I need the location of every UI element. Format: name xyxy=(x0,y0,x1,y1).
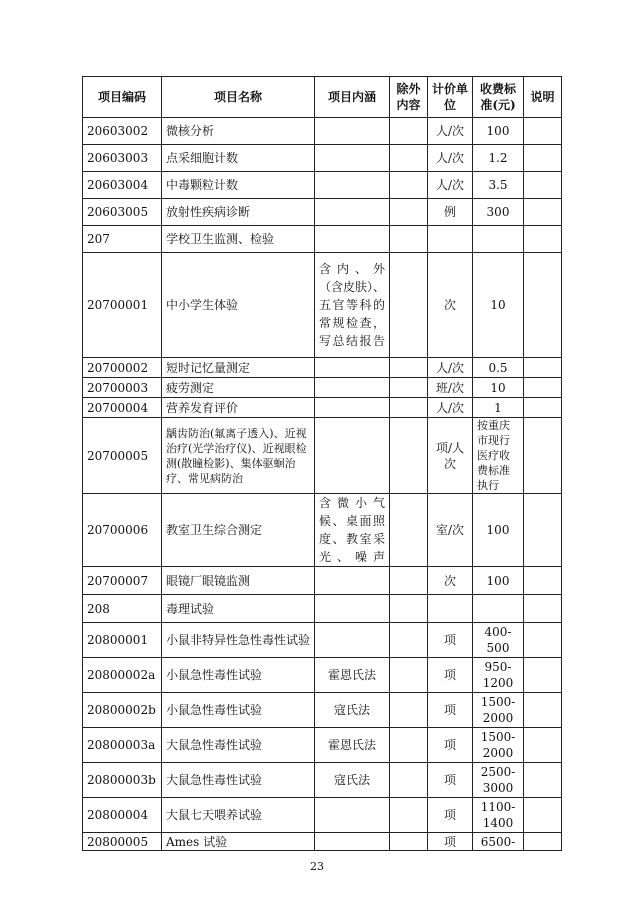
cell-unit xyxy=(428,595,473,623)
cell-name: 疲劳测定 xyxy=(162,378,315,398)
cell-unit xyxy=(428,226,473,253)
table-row xyxy=(83,623,562,658)
table-row xyxy=(83,226,562,253)
cell-note xyxy=(524,833,562,851)
table-row xyxy=(83,567,562,595)
cell-unit: 项 xyxy=(428,833,473,851)
cell-fee: 6500- xyxy=(473,833,524,851)
cell-except xyxy=(390,693,428,728)
cell-except xyxy=(390,623,428,658)
cell-unit: 项 xyxy=(428,623,473,658)
cell-name: 大鼠七天喂养试验 xyxy=(162,798,315,833)
cell-name: 短时记忆量测定 xyxy=(162,358,315,378)
cell-note xyxy=(524,378,562,398)
cell-note xyxy=(524,172,562,199)
cell-note xyxy=(524,623,562,658)
cell-note xyxy=(524,145,562,172)
table-row xyxy=(83,253,562,358)
cell-note xyxy=(524,118,562,145)
cell-unit: 人/次 xyxy=(428,118,473,145)
cell-unit: 人/次 xyxy=(428,398,473,418)
cell-content xyxy=(315,623,390,658)
cell-note xyxy=(524,253,562,358)
header-fee: 收费标准(元) xyxy=(473,77,524,118)
header-row xyxy=(83,77,562,118)
cell-fee: 400-500 xyxy=(473,623,524,658)
cell-fee: 1 xyxy=(473,398,524,418)
cell-except xyxy=(390,418,428,494)
cell-code: 20700005 xyxy=(83,418,162,494)
cell-name: 中毒颗粒计数 xyxy=(162,172,315,199)
cell-unit: 项/人次 xyxy=(428,418,473,494)
cell-except xyxy=(390,798,428,833)
cell-code: 20800004 xyxy=(83,798,162,833)
cell-code: 20700007 xyxy=(83,567,162,595)
cell-content xyxy=(315,398,390,418)
page-number: 23 xyxy=(310,860,324,873)
cell-content xyxy=(315,595,390,623)
cell-note xyxy=(524,693,562,728)
cell-fee: 0.5 xyxy=(473,358,524,378)
cell-fee: 100 xyxy=(473,494,524,567)
cell-code: 20603004 xyxy=(83,172,162,199)
cell-except xyxy=(390,358,428,378)
table-row xyxy=(83,145,562,172)
cell-unit: 次 xyxy=(428,567,473,595)
cell-content: 寇氏法 xyxy=(315,763,390,798)
cell-fee: 按重庆市现行医疗收费标准执行 xyxy=(473,418,524,494)
cell-content xyxy=(315,567,390,595)
cell-note xyxy=(524,728,562,763)
cell-name: Ames 试验 xyxy=(162,833,315,851)
cell-except xyxy=(390,567,428,595)
cell-unit: 人/次 xyxy=(428,358,473,378)
cell-fee: 1500-2000 xyxy=(473,728,524,763)
cell-code: 20603003 xyxy=(83,145,162,172)
cell-fee: 1500-2000 xyxy=(473,693,524,728)
table-row xyxy=(83,728,562,763)
cell-name: 小鼠急性毒性试验 xyxy=(162,693,315,728)
cell-fee: 100 xyxy=(473,118,524,145)
cell-name: 放射性疾病诊断 xyxy=(162,199,315,226)
cell-except xyxy=(390,199,428,226)
cell-code: 20800002b xyxy=(83,693,162,728)
cell-content: 霍恩氏法 xyxy=(315,728,390,763)
cell-name: 龋齿防治(氟离子透入)、近视治疗(光学治疗仪)、近视眼检测(散瞳检影)、集体驱蛔治疗、常见病防治 xyxy=(162,418,315,494)
cell-code: 20700004 xyxy=(83,398,162,418)
cell-fee: 3.5 xyxy=(473,172,524,199)
cell-note xyxy=(524,763,562,798)
cell-note xyxy=(524,798,562,833)
table-row xyxy=(83,693,562,728)
table-row xyxy=(83,418,562,494)
cell-note xyxy=(524,358,562,378)
cell-name: 大鼠急性毒性试验 xyxy=(162,728,315,763)
cell-except xyxy=(390,145,428,172)
cell-content xyxy=(315,358,390,378)
cell-code: 20700006 xyxy=(83,494,162,567)
cell-code: 20800005 xyxy=(83,833,162,851)
cell-unit: 例 xyxy=(428,199,473,226)
cell-code: 20800003b xyxy=(83,763,162,798)
cell-note xyxy=(524,199,562,226)
cell-content xyxy=(315,145,390,172)
cell-content xyxy=(315,378,390,398)
cell-fee: 1.2 xyxy=(473,145,524,172)
cell-code: 20800003a xyxy=(83,728,162,763)
cell-except xyxy=(390,658,428,693)
cell-note xyxy=(524,398,562,418)
cell-content: 含微小气候、桌面照度、教室采光、噪声 xyxy=(315,494,390,567)
cell-fee: 950-1200 xyxy=(473,658,524,693)
cell-except xyxy=(390,833,428,851)
cell-name: 中小学生体验 xyxy=(162,253,315,358)
cell-unit: 项 xyxy=(428,693,473,728)
cell-except xyxy=(390,595,428,623)
table-row xyxy=(83,595,562,623)
cell-fee: 100 xyxy=(473,567,524,595)
cell-fee: 10 xyxy=(473,378,524,398)
cell-code: 20603005 xyxy=(83,199,162,226)
fee-table xyxy=(82,76,562,851)
cell-unit: 人/次 xyxy=(428,172,473,199)
table-row xyxy=(83,798,562,833)
cell-note xyxy=(524,567,562,595)
header-note: 说明 xyxy=(524,77,562,118)
cell-code: 20800001 xyxy=(83,623,162,658)
cell-content xyxy=(315,798,390,833)
cell-except xyxy=(390,728,428,763)
cell-code: 20603002 xyxy=(83,118,162,145)
cell-name: 微核分析 xyxy=(162,118,315,145)
table-row xyxy=(83,833,562,851)
cell-note xyxy=(524,494,562,567)
cell-unit: 人/次 xyxy=(428,145,473,172)
cell-note xyxy=(524,226,562,253)
cell-unit: 次 xyxy=(428,253,473,358)
cell-fee: 10 xyxy=(473,253,524,358)
cell-fee: 1100-1400 xyxy=(473,798,524,833)
cell-name: 营养发育评价 xyxy=(162,398,315,418)
cell-fee: 300 xyxy=(473,199,524,226)
cell-note xyxy=(524,658,562,693)
cell-unit: 室/次 xyxy=(428,494,473,567)
cell-except xyxy=(390,253,428,358)
cell-code: 20800002a xyxy=(83,658,162,693)
cell-fee xyxy=(473,595,524,623)
cell-except xyxy=(390,172,428,199)
table-row xyxy=(83,118,562,145)
cell-name: 大鼠急性毒性试验 xyxy=(162,763,315,798)
cell-fee xyxy=(473,226,524,253)
header-content: 项目内涵 xyxy=(315,77,390,118)
cell-content: 霍恩氏法 xyxy=(315,658,390,693)
cell-content xyxy=(315,833,390,851)
cell-note xyxy=(524,418,562,494)
cell-unit: 项 xyxy=(428,763,473,798)
cell-content xyxy=(315,226,390,253)
cell-except xyxy=(390,118,428,145)
cell-unit: 项 xyxy=(428,658,473,693)
cell-name: 毒理试验 xyxy=(162,595,315,623)
table-row xyxy=(83,199,562,226)
cell-fee: 2500-3000 xyxy=(473,763,524,798)
cell-note xyxy=(524,595,562,623)
cell-except xyxy=(390,378,428,398)
cell-code: 207 xyxy=(83,226,162,253)
table-row xyxy=(83,398,562,418)
cell-except xyxy=(390,398,428,418)
header-code: 项目编码 xyxy=(83,77,162,118)
cell-content xyxy=(315,172,390,199)
cell-code: 20700001 xyxy=(83,253,162,358)
table-row xyxy=(83,658,562,693)
table-row xyxy=(83,172,562,199)
table-row xyxy=(83,378,562,398)
table-row xyxy=(83,358,562,378)
cell-except xyxy=(390,494,428,567)
header-except: 除外内容 xyxy=(390,77,428,118)
table-row xyxy=(83,494,562,567)
cell-name: 小鼠急性毒性试验 xyxy=(162,658,315,693)
cell-except xyxy=(390,763,428,798)
cell-unit: 班/次 xyxy=(428,378,473,398)
cell-name: 点采细胞计数 xyxy=(162,145,315,172)
header-unit: 计价单位 xyxy=(428,77,473,118)
cell-name: 学校卫生监测、检验 xyxy=(162,226,315,253)
cell-name: 眼镜厂眼镜监测 xyxy=(162,567,315,595)
cell-name: 小鼠非特异性急性毒性试验 xyxy=(162,623,315,658)
cell-unit: 项 xyxy=(428,728,473,763)
header-name: 项目名称 xyxy=(162,77,315,118)
cell-content: 含内、外（含皮肤）、五官等科的常规检查，写总结报告 xyxy=(315,253,390,358)
cell-name: 教室卫生综合测定 xyxy=(162,494,315,567)
cell-content xyxy=(315,199,390,226)
cell-except xyxy=(390,226,428,253)
cell-code: 20700002 xyxy=(83,358,162,378)
cell-unit: 项 xyxy=(428,798,473,833)
cell-content: 寇氏法 xyxy=(315,693,390,728)
table-row xyxy=(83,763,562,798)
cell-code: 208 xyxy=(83,595,162,623)
cell-content xyxy=(315,118,390,145)
cell-code: 20700003 xyxy=(83,378,162,398)
cell-content xyxy=(315,418,390,494)
